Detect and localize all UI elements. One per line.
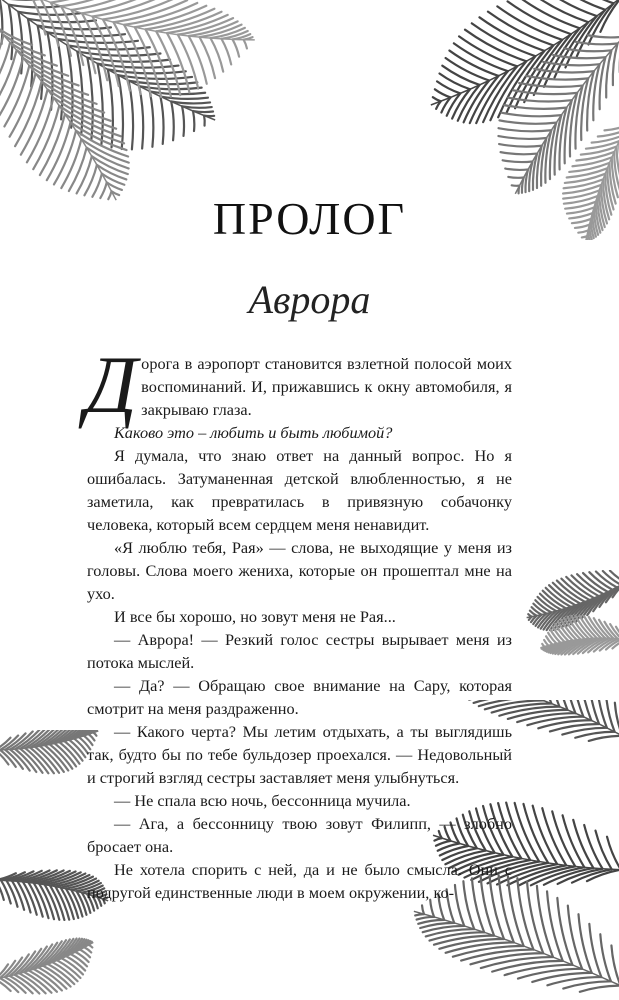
paragraph: — Аврора! — Резкий голос сестры вырывает меня из потока мыслей. (87, 630, 512, 672)
drop-cap: Д (85, 339, 138, 430)
paragraph-text: орога в аэропорт становится взлетной полосой моих воспоминаний. И, прижавшись к окну автомобиля, я закрываю глаза. (141, 354, 512, 419)
paragraph: — Не спала всю ночь, бессонница мучила. (114, 791, 411, 810)
paragraph: И все бы хорошо, но зовут меня не Рая... (114, 607, 396, 626)
chapter-title: ПРОЛОГ (212, 193, 407, 244)
paragraph: Я думала, что знаю ответ на данный вопрос. Но я ошибалась. Затуманенная детской влюбленностью, я не заметила, как превратилась в привязную собачонку человека, который всем сердцем меня ненавидит. (87, 446, 512, 534)
paragraph: — Ага, а бессонницу твою зовут Филипп, — злобно бросает она. (87, 814, 512, 856)
paragraph: Каково это – любить и быть любимой? (114, 423, 393, 442)
paragraph (85, 339, 512, 430)
paragraph: — Какого черта? Мы летим отдыхать, а ты выглядишь так, будто бы по тебе бульдозер проехался. — Недовольный и строгий взгляд сестры заставляет меня улыбнуться. (87, 722, 512, 787)
body-text (85, 339, 512, 904)
paragraph: — Да? — Обращаю свое внимание на Сару, которая смотрит на меня раздраженно. (87, 676, 512, 718)
paragraph: «Я люблю тебя, Рая» — слова, не выходящие у меня из головы. Слова моего жениха, которые он прошептал мне на ухо. (87, 538, 512, 603)
chapter-subtitle: Аврора (248, 277, 371, 322)
palm-leaf-middle-right-decoration (520, 570, 619, 690)
paragraph: Не хотела спорить с ней, да и не было смысла. Они с подругой единственные люди в моем окружении, ко- (87, 860, 512, 902)
